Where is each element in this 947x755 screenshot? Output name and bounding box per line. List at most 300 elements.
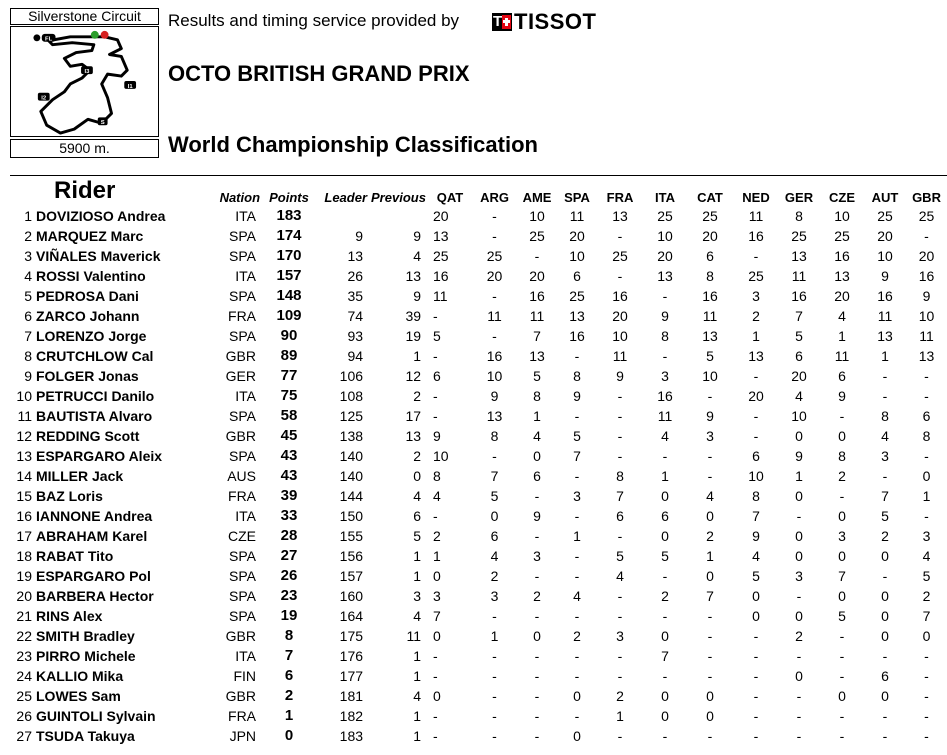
leader-gap-cell: 138 (339, 428, 364, 444)
table-row (8, 266, 947, 286)
race-cat-cell: 16 (702, 288, 718, 304)
race-cze-cell: 8 (838, 448, 846, 464)
table-row (8, 606, 947, 626)
rider-name-cell: GUINTOLI Sylvain (36, 708, 156, 724)
previous-gap-cell: 4 (413, 248, 422, 264)
race-cze-cell: - (839, 648, 845, 664)
table-row (8, 466, 947, 486)
previous-gap-cell: 3 (413, 588, 422, 604)
race-cat-cell: 1 (706, 548, 714, 564)
race-fra-cell: - (617, 268, 623, 284)
race-spa-cell: - (574, 348, 580, 364)
race-cze-cell: 1 (838, 328, 846, 344)
position-cell: 17 (16, 528, 32, 544)
leader-gap-cell: 177 (339, 668, 364, 684)
position-cell: 8 (24, 348, 32, 364)
race-cze-cell: - (839, 488, 845, 504)
race-ned-cell: - (753, 728, 759, 744)
race-cat-cell: 2 (706, 528, 714, 544)
race-ame-cell: 0 (533, 628, 541, 644)
race-spa-cell: 13 (569, 308, 585, 324)
previous-gap-cell: 5 (413, 528, 422, 544)
race-fra-cell: 1 (616, 708, 624, 724)
race-ame-cell: 13 (529, 348, 545, 364)
race-arg-cell: - (492, 688, 497, 704)
race-aut-cell: 25 (877, 208, 893, 224)
race-cze-cell: 5 (838, 608, 846, 624)
race-arg-cell: - (492, 208, 497, 224)
points-cell: 89 (280, 347, 298, 364)
race-cat-cell: 8 (706, 268, 714, 284)
race-spa-cell: - (574, 648, 580, 664)
rider-name-cell: DOVIZIOSO Andrea (36, 208, 166, 224)
race-arg-cell: - (492, 648, 497, 664)
circuit-map-drawing (11, 27, 158, 136)
race-ita-cell: 0 (661, 528, 669, 544)
race-ger-cell: - (796, 708, 802, 724)
rider-name-cell: IANNONE Andrea (36, 508, 153, 524)
race-arg-cell: 25 (486, 248, 503, 264)
race-fra-cell: 13 (612, 208, 628, 224)
race-ned-cell: 8 (752, 488, 760, 504)
race-ned-cell: - (753, 428, 759, 444)
table-row (8, 506, 947, 526)
race-aut-cell: 9 (881, 268, 889, 284)
race-arg-cell: - (492, 608, 497, 624)
leader-gap-cell: 74 (347, 308, 364, 324)
race-qat-cell: - (433, 668, 438, 684)
race-ned-cell: 5 (752, 568, 760, 584)
red-dot-icon (101, 31, 109, 39)
rider-name-cell: MILLER Jack (36, 468, 124, 484)
points-cell: 174 (276, 227, 302, 244)
race-ned-cell: 9 (752, 528, 760, 544)
race-qat-cell: 0 (433, 628, 441, 644)
points-cell: 1 (284, 707, 294, 724)
table-row (8, 646, 947, 666)
previous-gap-cell: 1 (413, 548, 422, 564)
points-cell: 75 (280, 387, 298, 404)
position-cell: 16 (16, 508, 32, 524)
race-gbr-cell: 7 (922, 608, 931, 624)
race-ita-cell: - (662, 608, 668, 624)
race-cat-cell: 0 (706, 508, 714, 524)
race-qat-cell: - (433, 648, 438, 664)
leader-gap-cell: 13 (347, 248, 364, 264)
race-gbr-cell: 2 (922, 588, 931, 604)
col-race-spa: SPA (564, 190, 590, 205)
race-cat-cell: 11 (702, 308, 718, 324)
race-aut-cell: 0 (881, 628, 889, 644)
race-cat-cell: - (707, 448, 713, 464)
i1-marker-label: I1 (127, 83, 133, 90)
leader-gap-cell: 176 (339, 648, 364, 664)
race-fra-cell: 4 (616, 568, 624, 584)
race-cze-cell: 0 (838, 688, 846, 704)
position-cell: 9 (24, 368, 32, 384)
points-cell: 58 (280, 407, 298, 424)
race-fra-cell: 25 (612, 248, 628, 264)
race-fra-cell: - (617, 388, 623, 404)
race-ita-cell: - (662, 568, 668, 584)
table-row (8, 446, 947, 466)
race-ger-cell: 7 (795, 308, 803, 324)
race-arg-cell: 4 (490, 548, 499, 564)
race-aut-cell: 8 (881, 408, 889, 424)
points-cell: 90 (280, 327, 298, 344)
position-cell: 18 (16, 548, 32, 564)
race-gbr-cell: - (924, 688, 929, 704)
points-cell: 77 (280, 367, 298, 384)
race-fra-cell: 8 (616, 468, 624, 484)
race-ned-cell: 20 (748, 388, 764, 404)
nation-cell: GBR (225, 428, 257, 444)
race-arg-cell: - (492, 728, 497, 744)
table-row (8, 306, 947, 326)
leader-gap-cell: 106 (339, 368, 364, 384)
race-ger-cell: 0 (795, 428, 803, 444)
race-ame-cell: - (534, 668, 540, 684)
race-aut-cell: 11 (877, 308, 893, 324)
race-qat-cell: 8 (433, 468, 441, 484)
previous-gap-cell: 6 (413, 508, 422, 524)
position-cell: 21 (16, 608, 32, 624)
race-ned-cell: - (753, 648, 759, 664)
document-title: World Championship Classification (168, 132, 538, 157)
nation-cell: ITA (235, 268, 257, 284)
race-cat-cell: - (707, 728, 713, 744)
race-aut-cell: - (882, 708, 888, 724)
previous-gap-cell: 17 (405, 408, 422, 424)
nation-cell: ITA (235, 508, 257, 524)
event-title: OCTO BRITISH GRAND PRIX (168, 61, 470, 86)
table-row (8, 326, 947, 346)
race-ita-cell: - (662, 288, 668, 304)
race-ned-cell: 25 (748, 268, 764, 284)
rider-name-cell: PEDROSA Dani (36, 288, 139, 304)
race-aut-cell: 2 (881, 528, 889, 544)
tissot-brand: TISSOT (514, 9, 597, 34)
race-ger-cell: 0 (795, 488, 803, 504)
race-qat-cell: - (433, 708, 438, 724)
race-fra-cell: - (617, 448, 623, 464)
race-ger-cell: 9 (795, 448, 803, 464)
rider-name-cell: PETRUCCI Danilo (36, 388, 155, 404)
position-cell: 25 (16, 688, 32, 704)
race-ger-cell: 10 (791, 408, 807, 424)
race-ned-cell: 7 (752, 508, 760, 524)
previous-gap-cell: 19 (405, 328, 422, 344)
race-fra-cell: 3 (616, 628, 624, 644)
race-aut-cell: 16 (877, 288, 893, 304)
race-arg-cell: 0 (490, 508, 499, 524)
leader-gap-cell: 108 (339, 388, 364, 404)
race-ita-cell: 0 (661, 628, 669, 644)
race-cze-cell: 7 (838, 568, 846, 584)
leader-gap-cell: 26 (347, 268, 364, 284)
race-fra-cell: - (617, 728, 623, 744)
leader-gap-cell: 125 (339, 408, 364, 424)
race-qat-cell: 0 (433, 568, 441, 584)
race-spa-cell: 11 (569, 208, 585, 224)
nation-cell: JPN (229, 728, 257, 744)
race-spa-cell: 20 (569, 228, 585, 244)
race-spa-cell: - (574, 548, 580, 564)
nation-cell: FRA (228, 308, 257, 324)
race-ned-cell: 0 (752, 608, 760, 624)
table-row (8, 546, 947, 566)
race-arg-cell: - (492, 668, 497, 684)
circuit-map (10, 26, 159, 137)
race-aut-cell: - (882, 648, 888, 664)
race-fra-cell: - (617, 648, 623, 664)
col-leader: Leader (324, 190, 368, 205)
previous-gap-cell: 1 (413, 648, 422, 664)
race-arg-cell: 11 (487, 308, 502, 324)
points-cell: 7 (284, 647, 294, 664)
race-ger-cell: 5 (795, 328, 803, 344)
race-cat-cell: 3 (706, 428, 714, 444)
race-aut-cell: - (882, 468, 888, 484)
race-cat-cell: - (707, 608, 713, 624)
points-cell: 8 (284, 627, 294, 644)
race-cze-cell: 0 (838, 508, 846, 524)
race-fra-cell: - (617, 408, 623, 424)
race-arg-cell: 10 (486, 368, 503, 384)
rider-name-cell: ROSSI Valentino (36, 268, 146, 284)
race-cat-cell: 0 (706, 708, 714, 724)
position-cell: 7 (24, 328, 32, 344)
race-ita-cell: 2 (661, 588, 669, 604)
race-cze-cell: - (839, 408, 845, 424)
race-cat-cell: - (707, 468, 713, 484)
rider-name-cell: ESPARGARO Aleix (36, 448, 163, 464)
race-aut-cell: 20 (877, 228, 893, 244)
race-ita-cell: 25 (657, 208, 673, 224)
points-cell: 23 (280, 587, 298, 604)
race-ita-cell: 5 (661, 548, 669, 564)
col-race-ned: NED (742, 190, 770, 205)
leader-gap-cell: 150 (339, 508, 364, 524)
race-ita-cell: - (662, 348, 668, 364)
race-fra-cell: 16 (612, 288, 628, 304)
race-ned-cell: 13 (748, 348, 764, 364)
race-spa-cell: 10 (569, 248, 585, 264)
table-row (8, 226, 947, 246)
race-ned-cell: - (753, 688, 759, 704)
leader-gap-cell: 140 (339, 448, 364, 464)
previous-gap-cell: 1 (413, 728, 422, 744)
leader-gap-cell: 183 (339, 728, 364, 744)
col-race-ame: AME (522, 190, 552, 205)
points-cell: 148 (276, 287, 302, 304)
position-cell: 4 (24, 268, 32, 284)
nation-cell: SPA (229, 248, 257, 264)
rider-name-cell: MARQUEZ Marc (36, 228, 144, 244)
race-ned-cell: - (753, 248, 759, 264)
header-rule (10, 175, 947, 176)
race-cat-cell: 20 (702, 228, 718, 244)
race-qat-cell: 20 (433, 208, 449, 224)
race-aut-cell: 0 (881, 588, 889, 604)
race-qat-cell: 25 (433, 248, 449, 264)
race-ame-cell: 2 (533, 588, 541, 604)
race-cat-cell: 5 (706, 348, 714, 364)
nation-cell: SPA (229, 228, 257, 244)
col-race-aut: AUT (871, 190, 899, 205)
race-ned-cell: 6 (752, 448, 760, 464)
race-cat-cell: 0 (706, 568, 714, 584)
race-ger-cell: 2 (795, 628, 803, 644)
race-arg-cell: 20 (486, 268, 503, 284)
race-spa-cell: 2 (573, 628, 581, 644)
leader-gap-cell: 155 (339, 528, 364, 544)
race-ned-cell: 2 (752, 308, 760, 324)
race-qat-cell: 6 (433, 368, 441, 384)
race-spa-cell: 3 (573, 488, 581, 504)
leader-gap-cell: 157 (339, 568, 364, 584)
race-ger-cell: 4 (795, 388, 803, 404)
race-arg-cell: 9 (490, 388, 499, 404)
race-cat-cell: 9 (706, 408, 714, 424)
circuit-name: Silverstone Circuit (10, 8, 159, 25)
points-cell: 157 (276, 267, 302, 284)
start-marker-icon (33, 34, 40, 41)
race-gbr-cell: - (924, 228, 929, 244)
race-spa-cell: - (574, 608, 580, 624)
leader-gap-cell: 181 (339, 688, 364, 704)
rider-name-cell: PIRRO Michele (36, 648, 136, 664)
race-cat-cell: 4 (706, 488, 714, 504)
race-gbr-cell: - (924, 728, 929, 744)
race-cze-cell: - (839, 668, 845, 684)
leader-gap-cell: 94 (347, 348, 364, 364)
rider-name-cell: BAUTISTA Alvaro (36, 408, 153, 424)
race-gbr-cell: 25 (918, 208, 935, 224)
previous-gap-cell: 13 (405, 268, 422, 284)
race-fra-cell: - (617, 588, 623, 604)
race-qat-cell: 16 (433, 268, 449, 284)
race-gbr-cell: 10 (918, 308, 935, 324)
race-aut-cell: 13 (877, 328, 893, 344)
race-arg-cell: - (492, 708, 497, 724)
race-aut-cell: 0 (881, 608, 889, 624)
position-cell: 20 (16, 588, 32, 604)
race-ger-cell: 25 (791, 228, 807, 244)
race-spa-cell: 9 (573, 388, 581, 404)
leader-gap-cell: 164 (339, 608, 364, 624)
race-arg-cell: - (492, 228, 497, 244)
race-cze-cell: 0 (838, 548, 846, 564)
race-gbr-cell: - (924, 388, 929, 404)
race-ame-cell: 16 (529, 288, 545, 304)
race-cze-cell: 9 (838, 388, 846, 404)
race-ned-cell: - (753, 708, 759, 724)
race-gbr-cell: 5 (922, 568, 931, 584)
table-row (8, 386, 947, 406)
race-ned-cell: - (753, 408, 759, 424)
race-ger-cell: 8 (795, 208, 803, 224)
race-ger-cell: 3 (795, 568, 803, 584)
race-spa-cell: - (574, 408, 580, 424)
rider-name-cell: VIÑALES Maverick (36, 248, 161, 264)
previous-gap-cell: 1 (413, 668, 422, 684)
race-fra-cell: 2 (616, 688, 624, 704)
col-previous: Previous (371, 190, 426, 205)
race-arg-cell: 5 (490, 488, 499, 504)
race-ger-cell: 0 (795, 608, 803, 624)
race-arg-cell: - (492, 288, 497, 304)
classification-table (8, 177, 947, 746)
col-race-cze: CZE (829, 190, 856, 205)
leader-gap-cell: 9 (355, 228, 364, 244)
race-spa-cell: 5 (573, 428, 581, 444)
race-gbr-cell: 0 (922, 628, 931, 644)
table-row (8, 346, 947, 366)
race-cze-cell: 11 (834, 348, 850, 364)
race-spa-cell: - (574, 468, 580, 484)
race-ita-cell: 0 (661, 688, 669, 704)
race-cze-cell: 25 (834, 228, 850, 244)
leader-gap-cell: 156 (339, 548, 364, 564)
race-fra-cell: - (617, 528, 623, 544)
race-qat-cell: 10 (433, 448, 449, 464)
race-ame-cell: 0 (533, 448, 541, 464)
green-dot-icon (91, 31, 99, 39)
race-aut-cell: 10 (877, 248, 893, 264)
race-ame-cell: - (534, 728, 540, 744)
nation-cell: SPA (229, 288, 257, 304)
race-gbr-cell: 20 (918, 248, 935, 264)
rider-name-cell: TSUDA Takuya (36, 728, 135, 744)
race-ita-cell: 20 (657, 248, 673, 264)
nation-cell: SPA (229, 548, 257, 564)
rider-name-cell: REDDING Scott (36, 428, 140, 444)
table-row (8, 426, 947, 446)
leader-gap-cell: 140 (339, 468, 364, 484)
race-cze-cell: 6 (838, 368, 846, 384)
race-cze-cell: 16 (834, 248, 850, 264)
table-row (8, 286, 947, 306)
race-qat-cell: 2 (433, 528, 441, 544)
position-cell: 2 (24, 228, 32, 244)
race-ger-cell: 0 (795, 548, 803, 564)
previous-gap-cell: 11 (406, 628, 422, 644)
race-qat-cell: 1 (433, 548, 441, 564)
nation-cell: ITA (235, 648, 257, 664)
rider-name-cell: RINS Alex (36, 608, 103, 624)
provider-text: Results and timing service provided by (168, 11, 460, 30)
race-aut-cell: 4 (881, 428, 889, 444)
previous-gap-cell: 13 (405, 428, 422, 444)
race-arg-cell: 2 (490, 568, 499, 584)
table-row (8, 686, 947, 706)
nation-cell: FRA (228, 488, 257, 504)
table-row (8, 246, 947, 266)
position-cell: 12 (16, 428, 32, 444)
table-row (8, 406, 947, 426)
rider-name-cell: BARBERA Hector (36, 588, 154, 604)
leader-gap-cell: 35 (347, 288, 364, 304)
points-cell: 0 (284, 727, 294, 744)
previous-gap-cell: 4 (413, 488, 422, 504)
col-race-arg: ARG (480, 190, 509, 205)
race-fra-cell: - (617, 668, 623, 684)
race-ame-cell: 9 (533, 508, 541, 524)
race-ger-cell: 6 (795, 348, 803, 364)
leader-gap-cell (314, 206, 369, 226)
race-ned-cell: 16 (748, 228, 764, 244)
